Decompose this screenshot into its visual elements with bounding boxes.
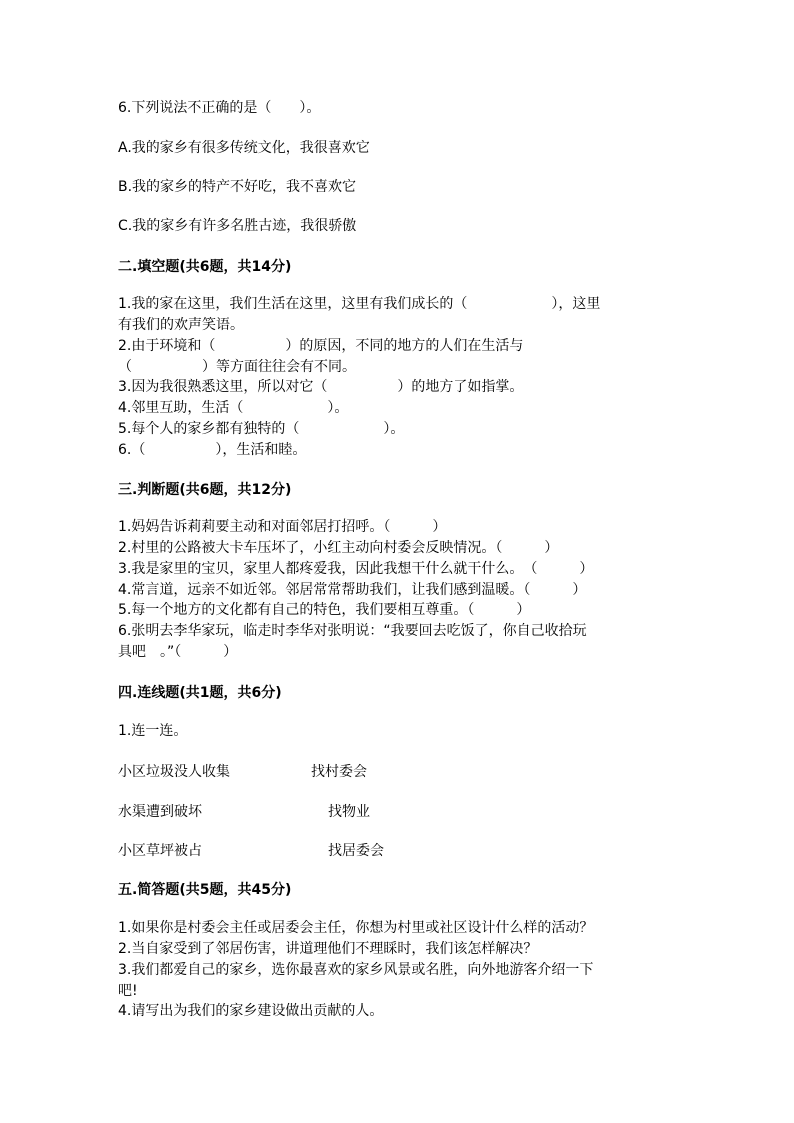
matching-intro: 1.连一连。 — [118, 723, 188, 739]
matching-left-item: 小区草坪被占 — [118, 843, 202, 859]
fill-blank-line: 6.（ ），生活和睦。 — [118, 442, 307, 458]
fill-blank-line: 4.邻里互助，生活（ ）。 — [118, 400, 349, 416]
option-b: B.我的家乡的特产不好吃，我不喜欢它 — [118, 179, 357, 195]
matching-row — [118, 761, 518, 781]
matching-row — [118, 801, 518, 821]
matching-right-item: 找居委会 — [328, 843, 384, 859]
option-c: C.我的家乡有许多名胜古迹，我很骄傲 — [118, 218, 357, 234]
judgement-line: 3.我是家里的宝贝，家里人都疼爱我，因此我想干什么就干什么。 （ ） — [118, 561, 594, 577]
matching-left-item: 小区垃圾没人收集 — [118, 764, 230, 780]
short-answer-line: 2.当自家受到了邻居伤害，讲道理他们不理睬时，我们该怎样解决？ — [118, 941, 538, 957]
fill-blank-line: 有我们的欢声笑语。 — [118, 317, 244, 333]
short-answer-line: 吧! — [118, 983, 138, 999]
judgement-line: 2.村里的公路被大卡车压坏了，小红主动向村委会反映情况。（ ） — [118, 540, 559, 556]
section-5-heading: 五.简答题(共5题，共45分) — [118, 882, 292, 898]
judgement-line: 1.妈妈告诉莉莉要主动和对面邻居打招呼。（ ） — [118, 519, 447, 535]
question-6-stem: 6.下列说法不正确的是（ ）。 — [118, 100, 321, 116]
fill-blank-line: （ ）等方面往往会有不同。 — [118, 359, 356, 375]
short-answer-line: 1.如果你是村委会主任或居委会主任，你想为村里或社区设计什么样的活动？ — [118, 920, 594, 936]
matching-right-item: 找物业 — [328, 804, 370, 820]
judgement-line: 具吧 。”（ ） — [118, 644, 238, 660]
matching-row — [118, 840, 518, 860]
section-4-heading: 四.连线题(共1题，共6分) — [118, 685, 282, 701]
section-3-heading: 三.判断题(共6题，共12分) — [118, 482, 292, 498]
fill-blank-line: 2.由于环境和（ ）的原因，不同的地方的人们在生活与 — [118, 338, 524, 354]
fill-blank-line: 5.每个人的家乡都有独特的（ ）。 — [118, 421, 405, 437]
judgement-line: 4.常言道，远亲不如近邻。邻居常常帮助我们，让我们感到温暖。（ ） — [118, 582, 587, 598]
option-a: A.我的家乡有很多传统文化，我很喜欢它 — [118, 140, 370, 156]
short-answer-line: 3.我们都爱自己的家乡，选你最喜欢的家乡风景或名胜，向外地游客介绍一下 — [118, 962, 594, 978]
matching-left-item: 水渠遭到破坏 — [118, 804, 202, 820]
judgement-line: 5.每一个地方的文化都有自己的特色，我们要相互尊重。（ ） — [118, 602, 531, 618]
section-2-heading: 二.填空题(共6题，共14分) — [118, 259, 292, 275]
matching-right-item: 找村委会 — [311, 764, 367, 780]
fill-blank-line: 3.因为我很熟悉这里，所以对它（ ）的地方了如指掌。 — [118, 379, 524, 395]
short-answer-line: 4.请写出为我们的家乡建设做出贡献的人。 — [118, 1003, 384, 1019]
judgement-line: 6.张明去李华家玩，临走时李华对张明说：“我要回去吃饭了，你自己收拾玩 — [118, 623, 587, 639]
fill-blank-line: 1.我的家在这里，我们生活在这里，这里有我们成长的（ ），这里 — [118, 296, 601, 312]
